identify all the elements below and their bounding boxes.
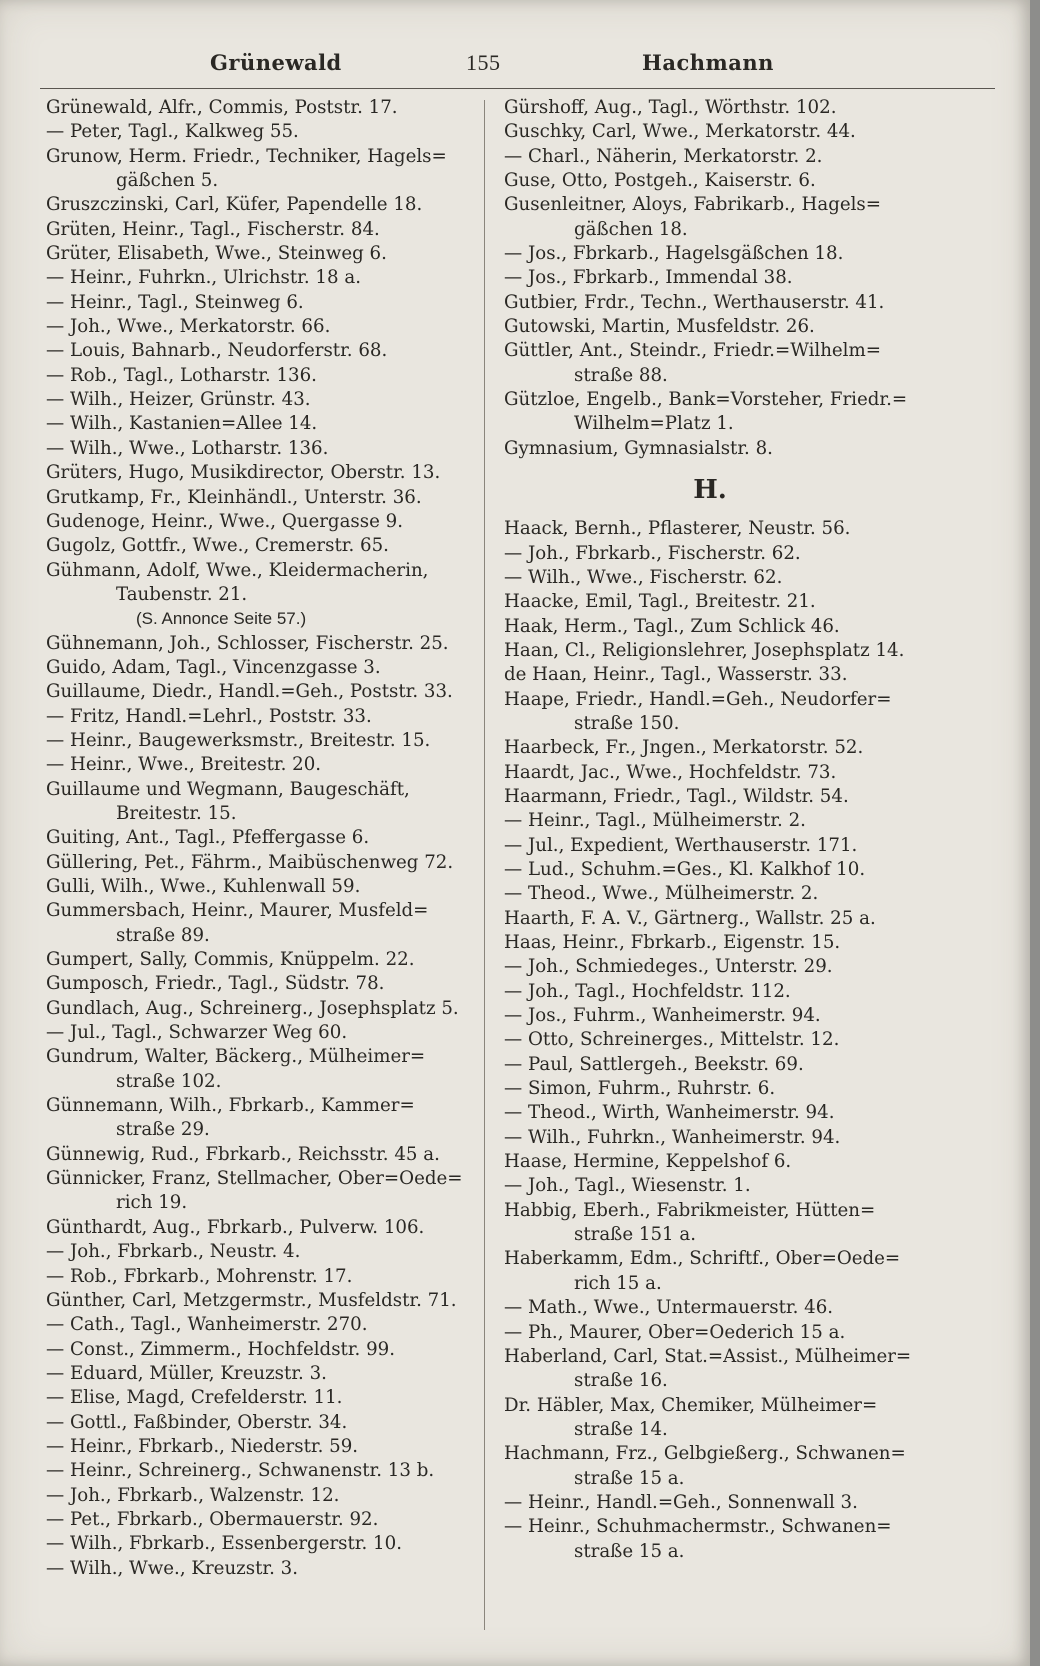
directory-entry: — Joh., Wwe., Merkatorstr. 66. (46, 316, 331, 338)
directory-entry: Gundrum, Walter, Bäckerg., Mülheimer= (46, 1046, 426, 1068)
directory-entry: Güllering, Pet., Fährm., Maibüschenweg 72. (46, 851, 454, 873)
directory-entry: — Simon, Fuhrm., Ruhrstr. 6. (504, 1078, 776, 1100)
directory-entry: — Heinr., Handl.=Geh., Sonnenwall 3. (504, 1491, 858, 1513)
directory-entry: Gusenleitner, Aloys, Fabrikarb., Hagels= (504, 194, 881, 216)
directory-entry: — Peter, Tagl., Kalkweg 55. (46, 121, 299, 143)
directory-entry: Haarth, F. A. V., Gärtnerg., Wallstr. 25 a. (504, 907, 876, 929)
entry-continuation: straße 89. (116, 924, 210, 946)
entry-continuation: straße 151 a. (574, 1224, 696, 1246)
directory-entry: Gumposch, Friedr., Tagl., Südstr. 78. (46, 973, 385, 995)
entry-continuation: rich 19. (116, 1192, 188, 1214)
entry-continuation: straße 102. (116, 1070, 222, 1092)
directory-entry: — Heinr., Fbrkarb., Niederstr. 59. (46, 1435, 359, 1457)
directory-entry: — Wilh., Wwe., Kreuzstr. 3. (46, 1557, 298, 1579)
directory-entry: — Wilh., Wwe., Fischerstr. 62. (504, 566, 783, 588)
directory-entry: — Wilh., Fuhrkn., Wanheimerstr. 94. (504, 1126, 841, 1148)
annotation-line: (S. Annonce Seite 57.) (136, 609, 307, 629)
right-column (504, 96, 946, 1564)
directory-entry: — Wilh., Kastanien=Allee 14. (46, 413, 318, 435)
directory-entry: Günnewig, Rud., Fbrkarb., Reichsstr. 45 a. (46, 1143, 440, 1165)
directory-entry: Haberkamm, Edm., Schriftf., Ober=Oede= (504, 1248, 901, 1270)
directory-entry: Haarbeck, Fr., Jngen., Merkatorstr. 52. (504, 737, 864, 759)
directory-entry: — Heinr., Wwe., Breitestr. 20. (46, 754, 322, 776)
entry-continuation: rich 15 a. (574, 1272, 662, 1294)
left-column (46, 96, 476, 1581)
right-column-top (504, 96, 946, 461)
directory-entry: — Theod., Wwe., Mülheimerstr. 2. (504, 883, 819, 905)
right-column-bottom (504, 517, 946, 1564)
directory-entry: — Wilh., Fbrkarb., Essenbergerstr. 10. (46, 1533, 402, 1555)
directory-entry: Haberland, Carl, Stat.=Assist., Mülheimer= (504, 1345, 912, 1367)
directory-entry: — Heinr., Schreinerg., Schwanenstr. 13 b. (46, 1460, 435, 1482)
directory-entry: Gühnemann, Joh., Schlosser, Fischerstr. 25. (46, 632, 449, 654)
directory-entry: — Rob., Fbrkarb., Mohrenstr. 17. (46, 1265, 353, 1287)
directory-entry: Gutbier, Frdr., Techn., Werthauserstr. 41. (504, 291, 885, 313)
directory-entry: — Theod., Wirth, Wanheimerstr. 94. (504, 1102, 835, 1124)
directory-entry: — Heinr., Schuhmachermstr., Schwanen= (504, 1516, 892, 1538)
entry-continuation: straße 14. (574, 1418, 668, 1440)
directory-entry: Habbig, Eberh., Fabrikmeister, Hütten= (504, 1199, 876, 1221)
directory-entry: Günnemann, Wilh., Fbrkarb., Kammer= (46, 1095, 415, 1117)
directory-entry: Haack, Bernh., Pflasterer, Neustr. 56. (504, 518, 851, 540)
entry-continuation: straße 88. (574, 364, 668, 386)
directory-entry: Gummersbach, Heinr., Maurer, Musfeld= (46, 900, 429, 922)
directory-entry: Günnicker, Franz, Stellmacher, Ober=Oede= (46, 1168, 463, 1190)
directory-entry: — Louis, Bahnarb., Neudorferstr. 68. (46, 340, 388, 362)
entry-continuation: straße 16. (574, 1370, 668, 1392)
directory-entry: — Joh., Tagl., Wiesenstr. 1. (504, 1175, 751, 1197)
directory-entry: Guiting, Ant., Tagl., Pfeffergasse 6. (46, 827, 370, 849)
directory-entry: — Eduard, Müller, Kreuzstr. 3. (46, 1362, 327, 1384)
directory-entry: Günthardt, Aug., Fbrkarb., Pulverw. 106. (46, 1216, 425, 1238)
directory-entry: — Cath., Tagl., Wanheimerstr. 270. (46, 1314, 368, 1336)
directory-entry: Grutkamp, Fr., Kleinhändl., Unterstr. 36. (46, 486, 422, 508)
directory-entry: — Wilh., Wwe., Lotharstr. 136. (46, 437, 329, 459)
header-rule (40, 88, 995, 89)
directory-entry: — Math., Wwe., Untermauerstr. 46. (504, 1297, 834, 1319)
directory-entry: — Heinr., Tagl., Steinweg 6. (46, 291, 304, 313)
directory-entry: Grüten, Heinr., Tagl., Fischerstr. 84. (46, 218, 380, 240)
directory-entry: — Heinr., Baugewerksmstr., Breitestr. 15. (46, 729, 431, 751)
entry-continuation: straße 15 a. (574, 1540, 685, 1562)
directory-entry: — Lud., Schuhm.=Ges., Kl. Kalkhof 10. (504, 858, 866, 880)
directory-entry: — Joh., Fbrkarb., Neustr. 4. (46, 1241, 301, 1263)
directory-entry: Haape, Friedr., Handl.=Geh., Neudorfer= (504, 688, 892, 710)
directory-entry: Haan, Cl., Religionslehrer, Josephsplatz 14. (504, 639, 905, 661)
directory-entry: de Haan, Heinr., Tagl., Wasserstr. 33. (504, 664, 848, 686)
directory-entry: Haas, Heinr., Fbrkarb., Eigenstr. 15. (504, 932, 841, 953)
directory-entry: — Jos., Fbrkarb., Immendal 38. (504, 267, 793, 289)
column-divider (484, 100, 485, 1630)
entry-continuation: Taubenstr. 21. (116, 583, 248, 605)
directory-entry: Guillaume und Wegmann, Baugeschäft, (46, 778, 410, 800)
directory-entry: Dr. Häbler, Max, Chemiker, Mülheimer= (504, 1394, 878, 1416)
entry-continuation: Breitestr. 15. (116, 802, 237, 824)
entry-continuation: gäßchen 18. (574, 218, 688, 240)
entry-continuation: straße 150. (574, 712, 680, 734)
entry-continuation: straße 29. (116, 1119, 210, 1141)
directory-entry: — Rob., Tagl., Lotharstr. 136. (46, 364, 317, 386)
directory-entry: — Joh., Tagl., Hochfeldstr. 112. (504, 980, 791, 1002)
directory-entry: — Jul., Expedient, Werthauserstr. 171. (504, 834, 858, 856)
directory-entry: — Gottl., Faßbinder, Oberstr. 34. (46, 1411, 348, 1433)
directory-entry: Haase, Hermine, Keppelshof 6. (504, 1151, 792, 1173)
directory-entry: Gühmann, Adolf, Wwe., Kleidermacherin, (46, 559, 429, 581)
directory-entry: — Wilh., Heizer, Grünstr. 43. (46, 389, 311, 411)
directory-entry: Hachmann, Frz., Gelbgießerg., Schwanen= (504, 1443, 906, 1465)
directory-entry: — Joh., Fbrkarb., Walzenstr. 12. (46, 1484, 340, 1506)
directory-entry: — Const., Zimmerm., Hochfeldstr. 99. (46, 1338, 396, 1360)
directory-entry: Gymnasium, Gymnasialstr. 8. (504, 437, 773, 459)
directory-entry: Haak, Herm., Tagl., Zum Schlick 46. (504, 615, 840, 637)
directory-entry: — Jul., Tagl., Schwarzer Weg 60. (46, 1022, 348, 1044)
directory-entry: Güttler, Ant., Steindr., Friedr.=Wilhelm= (504, 340, 881, 362)
directory-entry: — Elise, Magd, Crefelderstr. 11. (46, 1387, 343, 1409)
directory-entry: — Fritz, Handl.=Lehrl., Poststr. 33. (46, 705, 372, 727)
directory-entry: Grüter, Elisabeth, Wwe., Steinweg 6. (46, 243, 387, 265)
directory-entry: Grüters, Hugo, Musikdirector, Oberstr. 13. (46, 462, 441, 484)
entry-continuation: straße 15 a. (574, 1467, 685, 1489)
directory-entry: — Joh., Fbrkarb., Fischerstr. 62. (504, 542, 801, 564)
directory-entry: Gudenoge, Heinr., Wwe., Quergasse 9. (46, 510, 403, 532)
directory-entry: — Jos., Fuhrm., Wanheimerstr. 94. (504, 1005, 821, 1027)
directory-entry: Gruszczinski, Carl, Küfer, Papendelle 18. (46, 194, 423, 216)
entry-continuation: gäßchen 5. (116, 170, 219, 192)
directory-entry: Grünewald, Alfr., Commis, Poststr. 17. (46, 97, 398, 118)
entry-continuation: Wilhelm=Platz 1. (574, 413, 734, 435)
directory-entry: Gützloe, Engelb., Bank=Vorsteher, Friedr.= (504, 389, 908, 411)
page-number: 155 (466, 50, 501, 75)
header-left-keyword: Grünewald (210, 50, 342, 75)
directory-entry: — Heinr., Fuhrkn., Ulrichstr. 18 a. (46, 267, 361, 289)
section-letter-heading: H. (693, 475, 727, 506)
directory-entry: Guse, Otto, Postgeh., Kaiserstr. 6. (504, 170, 816, 192)
directory-entry: Gürshoff, Aug., Tagl., Wörthstr. 102. (504, 97, 837, 118)
header-right-keyword: Hachmann (642, 50, 774, 75)
directory-entry: Guschky, Carl, Wwe., Merkatorstr. 44. (504, 121, 856, 143)
directory-entry: Haardt, Jac., Wwe., Hochfeldstr. 73. (504, 761, 837, 783)
directory-entry: Haacke, Emil, Tagl., Breitestr. 21. (504, 591, 816, 613)
directory-entry: Haarmann, Friedr., Tagl., Wildstr. 54. (504, 785, 849, 807)
directory-entry: — Ph., Maurer, Ober=Oederich 15 a. (504, 1321, 846, 1343)
directory-entry: — Paul, Sattlergeh., Beekstr. 69. (504, 1053, 804, 1075)
directory-entry: — Joh., Schmiedeges., Unterstr. 29. (504, 956, 833, 978)
directory-entry: Gumpert, Sally, Commis, Knüppelm. 22. (46, 949, 415, 971)
directory-entry: Gugolz, Gottfr., Wwe., Cremerstr. 65. (46, 535, 389, 557)
directory-entry: — Jos., Fbrkarb., Hagelsgäßchen 18. (504, 243, 844, 265)
directory-entry: Guido, Adam, Tagl., Vincenzgasse 3. (46, 656, 381, 678)
directory-entry: Gulli, Wilh., Wwe., Kuhlenwall 59. (46, 876, 361, 897)
directory-entry: Gundlach, Aug., Schreinerg., Josephsplatz 5. (46, 997, 459, 1019)
directory-entry: — Pet., Fbrkarb., Obermauerstr. 92. (46, 1508, 379, 1530)
directory-entry: — Heinr., Tagl., Mülheimerstr. 2. (504, 810, 806, 832)
directory-entry: — Otto, Schreinerges., Mittelstr. 12. (504, 1029, 840, 1051)
directory-entry: — Charl., Näherin, Merkatorstr. 2. (504, 145, 823, 167)
directory-entry: Grunow, Herm. Friedr., Techniker, Hagels= (46, 145, 447, 167)
directory-entry: Günther, Carl, Metzgermstr., Musfeldstr. 71. (46, 1289, 457, 1311)
directory-entry: Guillaume, Diedr., Handl.=Geh., Poststr. 33. (46, 681, 453, 703)
directory-entry: Gutowski, Martin, Musfeldstr. 26. (504, 316, 815, 338)
